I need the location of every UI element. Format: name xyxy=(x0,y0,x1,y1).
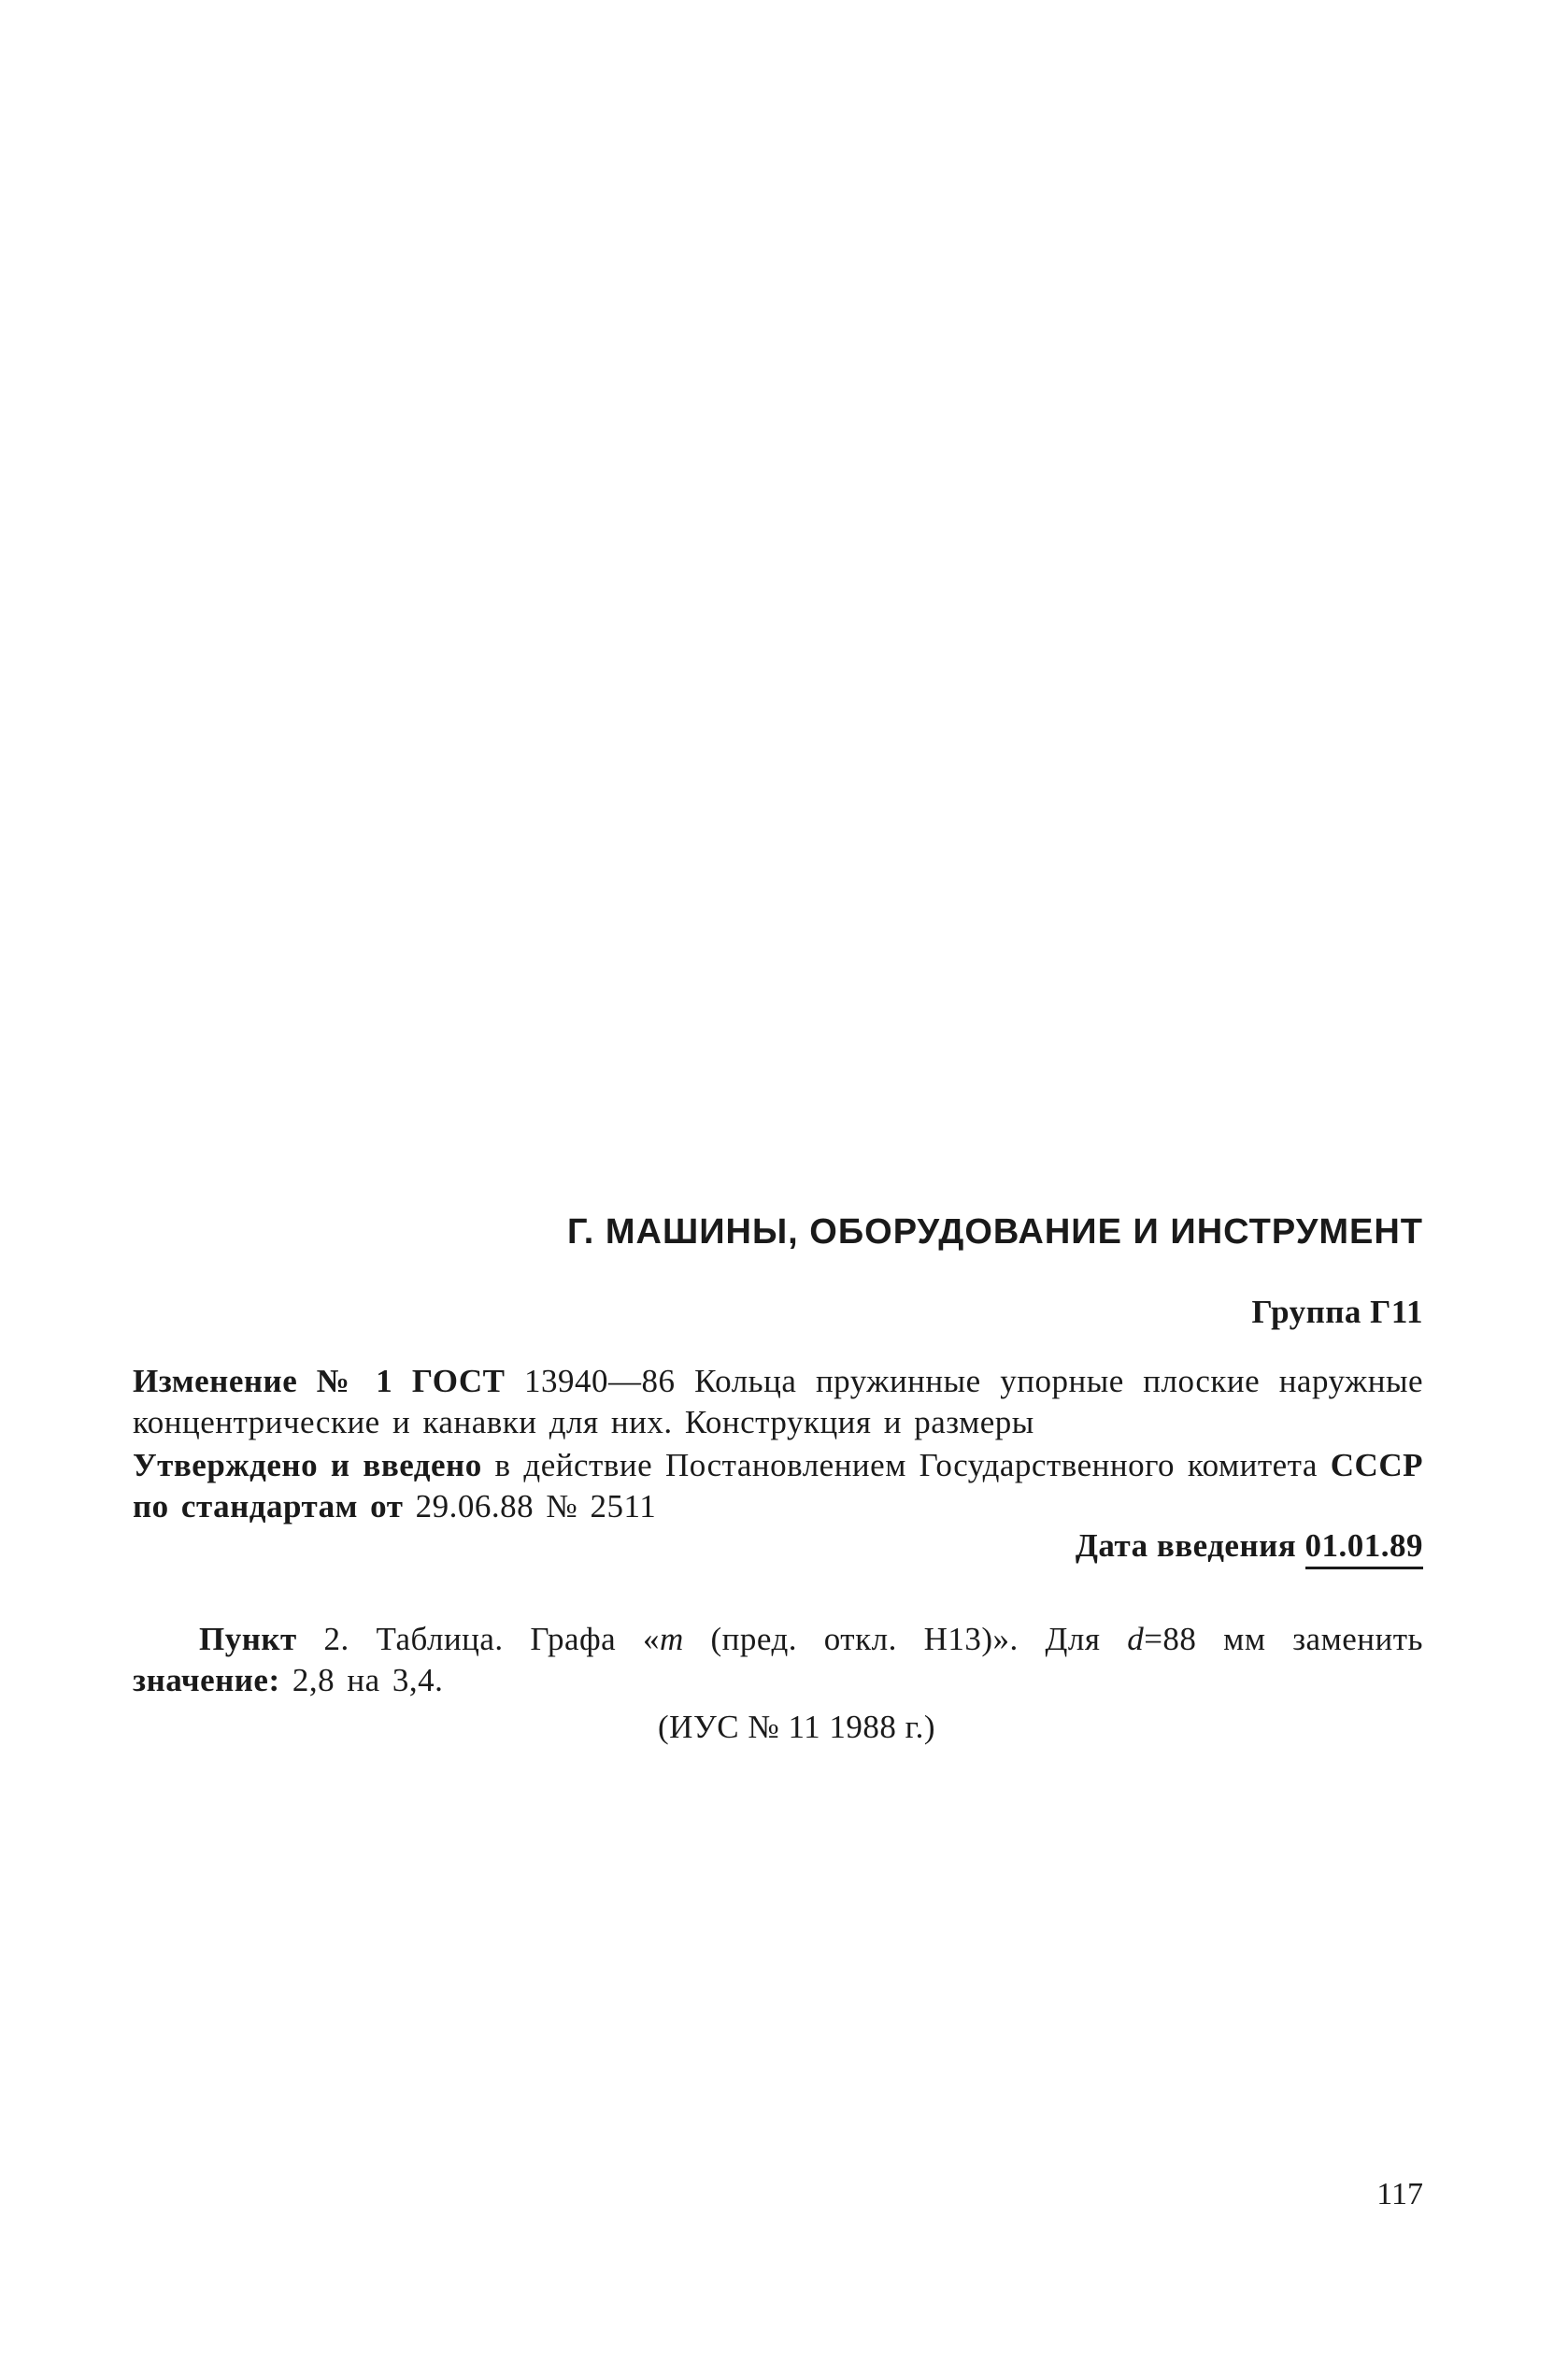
clause-var-d: d xyxy=(1127,1621,1145,1657)
approved-text-2: 29.06.88 № 2511 xyxy=(403,1488,657,1525)
date-label: Дата введения xyxy=(1075,1527,1297,1564)
effective-date xyxy=(133,1525,1423,1569)
section-title: Г. МАШИНЫ, ОБОРУДОВАНИЕ И ИНСТРУМЕНТ xyxy=(567,1212,1423,1252)
approved-lead: Утверждено и введено xyxy=(133,1447,482,1483)
ius-reference: (ИУС № 11 1988 г.) xyxy=(658,1709,935,1745)
approved-lead-2: СССР по стандартам от xyxy=(133,1447,1423,1525)
change-notice xyxy=(133,1361,1423,1443)
clause-lead-2: значение: xyxy=(133,1662,280,1698)
group-code: Группа Г11 xyxy=(1251,1294,1423,1330)
date-value: 01.01.89 xyxy=(1305,1527,1424,1569)
page-number: 117 xyxy=(1376,2177,1423,2212)
approval-statement xyxy=(133,1445,1423,1527)
clause-text-3: =88 мм заменить xyxy=(1144,1621,1423,1657)
clause-text xyxy=(133,1619,1423,1701)
change-lead: Изменение № 1 ГОСТ xyxy=(133,1363,506,1399)
approved-text-1: в действие Постановлением Государственного комитета xyxy=(481,1447,1331,1483)
change-text: 13940—86 Кольца пружинные упорные плоские наружные концентрические и канавки для них. Конструкция и размеры xyxy=(133,1363,1423,1440)
clause-lead: Пункт xyxy=(199,1621,297,1657)
clause-text-4: 2,8 на 3,4. xyxy=(279,1662,444,1698)
clause-var-m: m xyxy=(659,1621,684,1657)
clause-text-1: 2. Таблица. Графа « xyxy=(296,1621,660,1657)
clause-text-2: (пред. откл. Н13)». Для xyxy=(683,1621,1128,1657)
